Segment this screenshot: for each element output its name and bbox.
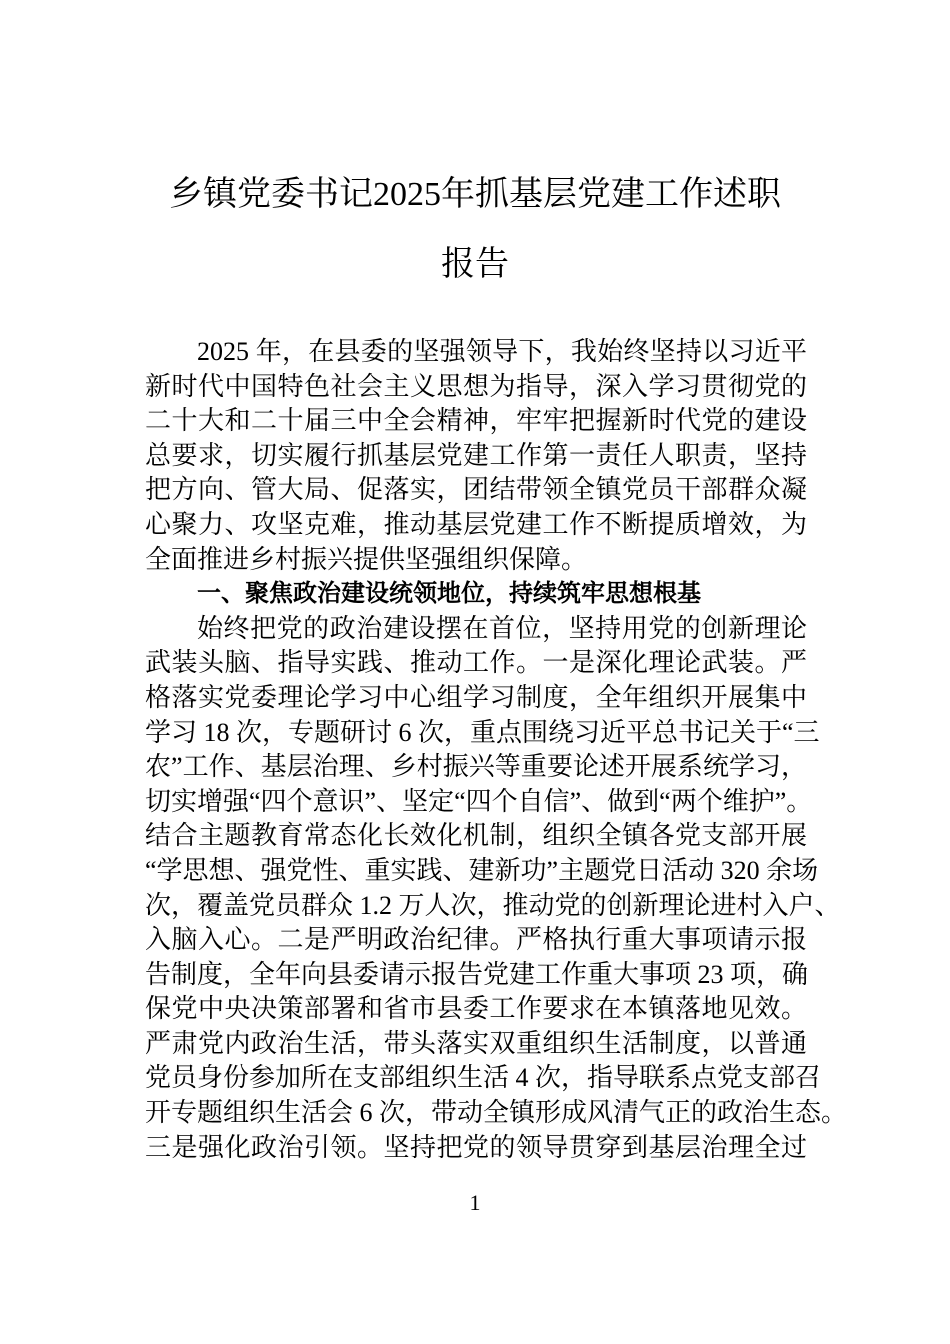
- paragraph-line: 三是强化政治引领。坚持把党的领导贯穿到基层治理全过: [145, 1132, 807, 1162]
- document-title-line-2: 报告: [441, 246, 509, 283]
- paragraph-line: “学思想、强党性、重实践、建新功”主题党日活动 320 余场: [145, 855, 819, 885]
- paragraph-line: 结合主题教育常态化长效化机制，组织全镇各党支部开展: [145, 821, 807, 851]
- paragraph-line: 新时代中国特色社会主义思想为指导，深入学习贯彻党的: [145, 371, 807, 401]
- paragraph-line: 入脑入心。二是严明政治纪律。严格执行重大事项请示报: [145, 925, 807, 955]
- paragraph-line: 严肃党内政治生活，带头落实双重组织生活制度，以普通: [145, 1028, 807, 1058]
- paragraph-line: 告制度，全年向县委请示报告党建工作重大事项 23 项，确: [145, 959, 809, 989]
- page-number: 1: [469, 1190, 481, 1215]
- paragraph-line: 二十大和二十届三中全会精神，牢牢把握新时代党的建设: [145, 406, 807, 436]
- paragraph-line: 总要求，切实履行抓基层党建工作第一责任人职责，坚持: [145, 440, 807, 470]
- paragraph-line: 农”工作、基层治理、乡村振兴等重要论述开展系统学习，: [145, 752, 807, 782]
- section-heading: 一、聚焦政治建设统领地位，持续筑牢思想根基: [197, 580, 701, 608]
- paragraph-line: 武装头脑、指导实践、推动工作。一是深化理论武装。严: [145, 648, 807, 678]
- paragraph-line: 始终把党的政治建设摆在首位，坚持用党的创新理论: [197, 613, 807, 643]
- paragraph-line: 把方向、管大局、促落实，团结带领全镇党员干部群众凝: [145, 475, 807, 505]
- paragraph-line: 保党中央决策部署和省市县委工作要求在本镇落地见效。: [145, 994, 807, 1024]
- document-body: [145, 335, 848, 1165]
- paragraph-line: 格落实党委理论学习中心组学习制度，全年组织开展集中: [145, 682, 807, 712]
- paragraph-line: 学习 18 次，专题研讨 6 次，重点围绕习近平总书记关于“三: [145, 717, 820, 747]
- document-title-line-1: 乡镇党委书记2025年抓基层党建工作述职: [169, 176, 781, 213]
- paragraph-line: 2025 年，在县委的坚强领导下，我始终坚持以习近平: [197, 337, 807, 366]
- paragraph-line: 次，覆盖党员群众 1.2 万人次，推动党的创新理论进村入户、: [145, 890, 841, 920]
- paragraph-line: 全面推进乡村振兴提供坚强组织保障。: [145, 544, 588, 574]
- paragraph-line: 开专题组织生活会 6 次，带动全镇形成风清气正的政治生态。: [145, 1098, 848, 1128]
- paragraph-line: 心聚力、攻坚克难，推动基层党建工作不断提质增效，为: [145, 509, 807, 539]
- paragraph-line: 党员身份参加所在支部组织生活 4 次，指导联系点党支部召: [145, 1063, 822, 1093]
- paragraph-line: 切实增强“四个意识”、坚定“四个自信”、做到“两个维护”。: [145, 786, 813, 816]
